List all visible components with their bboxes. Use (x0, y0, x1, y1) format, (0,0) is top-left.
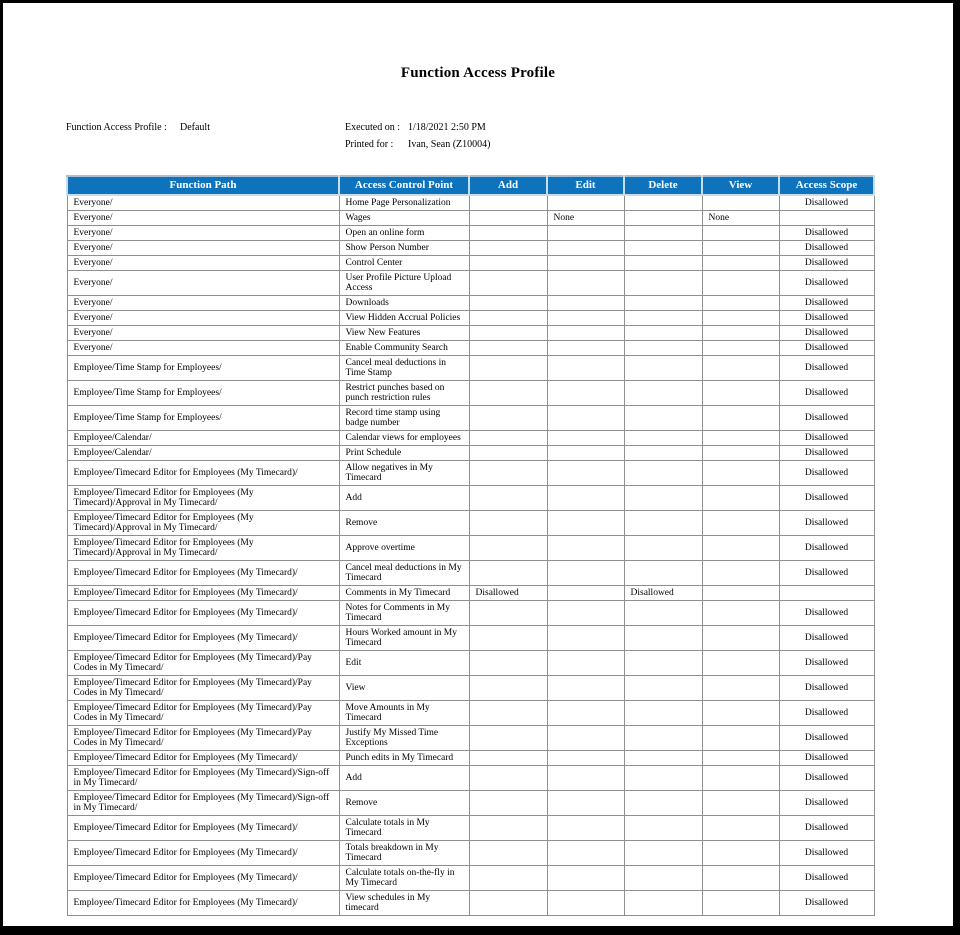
cell-delete (624, 326, 702, 341)
cell-path: Employee/Timecard Editor for Employees (My Timecard)/ (67, 561, 339, 586)
cell-add (469, 211, 547, 226)
table-row (67, 841, 874, 866)
cell-path: Everyone/ (67, 256, 339, 271)
cell-add (469, 256, 547, 271)
table-row (67, 726, 874, 751)
cell-edit (547, 841, 624, 866)
cell-edit (547, 791, 624, 816)
table-row (67, 446, 874, 461)
cell-add: Disallowed (469, 586, 547, 601)
cell-scope: Disallowed (779, 356, 874, 381)
table-row (67, 766, 874, 791)
cell-scope: Disallowed (779, 381, 874, 406)
cell-delete (624, 311, 702, 326)
cell-edit (547, 891, 624, 916)
cell-add (469, 816, 547, 841)
cell-add (469, 561, 547, 586)
table-body (67, 195, 874, 916)
col-header-access-scope: Access Scope (779, 176, 874, 195)
cell-add (469, 766, 547, 791)
cell-delete (624, 791, 702, 816)
cell-scope: Disallowed (779, 271, 874, 296)
cell-delete (624, 256, 702, 271)
cell-delete (624, 601, 702, 626)
table-row (67, 536, 874, 561)
cell-path: Employee/Timecard Editor for Employees (My Timecard)/Approval in My Timecard/ (67, 536, 339, 561)
cell-scope: Disallowed (779, 726, 874, 751)
table-row (67, 461, 874, 486)
cell-acp: Cancel meal deductions in My Timecard (339, 561, 469, 586)
cell-acp: Comments in My Timecard (339, 586, 469, 601)
cell-view (702, 676, 779, 701)
cell-delete (624, 211, 702, 226)
cell-acp: Record time stamp using badge number (339, 406, 469, 431)
cell-edit (547, 866, 624, 891)
cell-acp: Hours Worked amount in My Timecard (339, 626, 469, 651)
table-row (67, 701, 874, 726)
cell-delete (624, 816, 702, 841)
cell-scope: Disallowed (779, 891, 874, 916)
cell-scope: Disallowed (779, 561, 874, 586)
cell-path: Everyone/ (67, 296, 339, 311)
cell-add (469, 511, 547, 536)
cell-view (702, 511, 779, 536)
cell-delete (624, 486, 702, 511)
table-row (67, 486, 874, 511)
table-row (67, 341, 874, 356)
access-profile-table (66, 175, 875, 916)
cell-view (702, 891, 779, 916)
cell-delete (624, 511, 702, 536)
table-row (67, 271, 874, 296)
table-header-row (67, 176, 874, 195)
cell-scope: Disallowed (779, 461, 874, 486)
cell-delete (624, 446, 702, 461)
cell-acp: Remove (339, 791, 469, 816)
cell-view (702, 561, 779, 586)
cell-acp: Calculate totals on-the-fly in My Timecard (339, 866, 469, 891)
cell-edit (547, 676, 624, 701)
cell-delete (624, 226, 702, 241)
profile-value: Default (180, 122, 210, 133)
cell-view (702, 626, 779, 651)
cell-path: Employee/Timecard Editor for Employees (My Timecard)/Pay Codes in My Timecard/ (67, 701, 339, 726)
cell-path: Employee/Timecard Editor for Employees (My Timecard)/ (67, 891, 339, 916)
cell-add (469, 341, 547, 356)
cell-scope (779, 211, 874, 226)
cell-scope: Disallowed (779, 816, 874, 841)
cell-add (469, 866, 547, 891)
cell-path: Employee/Timecard Editor for Employees (My Timecard)/ (67, 461, 339, 486)
cell-acp: Remove (339, 511, 469, 536)
cell-edit (547, 486, 624, 511)
cell-path: Employee/Timecard Editor for Employees (My Timecard)/Sign-off in My Timecard/ (67, 766, 339, 791)
cell-path: Employee/Calendar/ (67, 446, 339, 461)
cell-add (469, 651, 547, 676)
cell-delete (624, 461, 702, 486)
cell-delete (624, 341, 702, 356)
cell-path: Everyone/ (67, 341, 339, 356)
cell-edit (547, 296, 624, 311)
cell-path: Employee/Timecard Editor for Employees (My Timecard)/ (67, 816, 339, 841)
cell-add (469, 296, 547, 311)
cell-view (702, 226, 779, 241)
cell-scope: Disallowed (779, 766, 874, 791)
cell-scope: Disallowed (779, 241, 874, 256)
cell-edit (547, 381, 624, 406)
cell-path: Everyone/ (67, 311, 339, 326)
cell-scope: Disallowed (779, 296, 874, 311)
cell-add (469, 841, 547, 866)
cell-delete (624, 841, 702, 866)
cell-edit (547, 816, 624, 841)
cell-add (469, 751, 547, 766)
cell-add (469, 891, 547, 916)
cell-view (702, 486, 779, 511)
cell-view (702, 766, 779, 791)
cell-scope: Disallowed (779, 311, 874, 326)
table-row (67, 891, 874, 916)
cell-add (469, 536, 547, 561)
table-row (67, 561, 874, 586)
cell-path: Everyone/ (67, 195, 339, 211)
table-row (67, 586, 874, 601)
cell-acp: Calculate totals in My Timecard (339, 816, 469, 841)
printed-for-value: Ivan, Sean (Z10004) (408, 139, 491, 150)
cell-edit (547, 341, 624, 356)
cell-scope: Disallowed (779, 256, 874, 271)
cell-delete (624, 866, 702, 891)
cell-path: Employee/Timecard Editor for Employees (My Timecard)/Approval in My Timecard/ (67, 511, 339, 536)
cell-view (702, 406, 779, 431)
table-row (67, 381, 874, 406)
cell-view (702, 326, 779, 341)
cell-delete (624, 766, 702, 791)
cell-acp: Allow negatives in My Timecard (339, 461, 469, 486)
cell-path: Everyone/ (67, 271, 339, 296)
cell-edit (547, 226, 624, 241)
col-header-delete: Delete (624, 176, 702, 195)
cell-path: Employee/Time Stamp for Employees/ (67, 406, 339, 431)
cell-scope: Disallowed (779, 326, 874, 341)
cell-path: Employee/Time Stamp for Employees/ (67, 381, 339, 406)
cell-add (469, 601, 547, 626)
cell-delete (624, 241, 702, 256)
table-row (67, 356, 874, 381)
cell-path: Employee/Timecard Editor for Employees (My Timecard)/Pay Codes in My Timecard/ (67, 676, 339, 701)
table-row (67, 226, 874, 241)
cell-add (469, 626, 547, 651)
table-row (67, 626, 874, 651)
cell-view: None (702, 211, 779, 226)
table-row (67, 751, 874, 766)
cell-edit (547, 256, 624, 271)
table-row (67, 296, 874, 311)
table-row (67, 816, 874, 841)
table-row (67, 195, 874, 211)
cell-acp: Justify My Missed Time Exceptions (339, 726, 469, 751)
cell-delete (624, 751, 702, 766)
cell-delete (624, 891, 702, 916)
cell-delete (624, 406, 702, 431)
cell-edit (547, 751, 624, 766)
cell-acp: Downloads (339, 296, 469, 311)
page-title: Function Access Profile (400, 65, 556, 81)
table-row (67, 311, 874, 326)
cell-acp: Open an online form (339, 226, 469, 241)
cell-view (702, 431, 779, 446)
cell-scope: Disallowed (779, 511, 874, 536)
cell-view (702, 866, 779, 891)
cell-edit (547, 766, 624, 791)
cell-view (702, 256, 779, 271)
cell-view (702, 446, 779, 461)
cell-scope: Disallowed (779, 601, 874, 626)
table-row (67, 211, 874, 226)
cell-scope: Disallowed (779, 841, 874, 866)
cell-acp: Move Amounts in My Timecard (339, 701, 469, 726)
cell-scope: Disallowed (779, 701, 874, 726)
cell-view (702, 816, 779, 841)
cell-path: Employee/Timecard Editor for Employees (My Timecard)/ (67, 866, 339, 891)
cell-scope (779, 586, 874, 601)
executed-on-label: Executed on : (345, 122, 400, 133)
cell-edit (547, 561, 624, 586)
cell-view (702, 536, 779, 561)
cell-scope: Disallowed (779, 341, 874, 356)
cell-view (702, 461, 779, 486)
cell-scope: Disallowed (779, 536, 874, 561)
cell-delete (624, 651, 702, 676)
cell-add (469, 486, 547, 511)
table-row (67, 511, 874, 536)
cell-add (469, 195, 547, 211)
cell-delete (624, 296, 702, 311)
cell-delete (624, 726, 702, 751)
cell-path: Employee/Timecard Editor for Employees (My Timecard)/ (67, 841, 339, 866)
cell-add (469, 381, 547, 406)
cell-add (469, 726, 547, 751)
cell-acp: Add (339, 766, 469, 791)
cell-path: Everyone/ (67, 211, 339, 226)
cell-path: Employee/Timecard Editor for Employees (My Timecard)/Approval in My Timecard/ (67, 486, 339, 511)
cell-view (702, 726, 779, 751)
cell-add (469, 446, 547, 461)
table-row (67, 326, 874, 341)
cell-acp: User Profile Picture Upload Access (339, 271, 469, 296)
cell-scope: Disallowed (779, 626, 874, 651)
table-row (67, 406, 874, 431)
cell-delete (624, 381, 702, 406)
cell-path: Everyone/ (67, 241, 339, 256)
cell-view (702, 271, 779, 296)
cell-acp: View Hidden Accrual Policies (339, 311, 469, 326)
cell-scope: Disallowed (779, 751, 874, 766)
cell-view (702, 701, 779, 726)
cell-view (702, 601, 779, 626)
cell-view (702, 841, 779, 866)
cell-edit (547, 326, 624, 341)
executed-on-value: 1/18/2021 2:50 PM (408, 122, 486, 133)
cell-edit (547, 651, 624, 676)
cell-acp: Cancel meal deductions in Time Stamp (339, 356, 469, 381)
cell-path: Employee/Time Stamp for Employees/ (67, 356, 339, 381)
cell-path: Employee/Timecard Editor for Employees (My Timecard)/ (67, 751, 339, 766)
cell-acp: Add (339, 486, 469, 511)
cell-edit (547, 626, 624, 651)
cell-acp: Totals breakdown in My Timecard (339, 841, 469, 866)
cell-acp: Punch edits in My Timecard (339, 751, 469, 766)
cell-edit (547, 726, 624, 751)
cell-acp: Control Center (339, 256, 469, 271)
cell-acp: Calendar views for employees (339, 431, 469, 446)
cell-edit (547, 356, 624, 381)
cell-path: Everyone/ (67, 326, 339, 341)
cell-view (702, 311, 779, 326)
cell-scope: Disallowed (779, 651, 874, 676)
cell-delete (624, 356, 702, 381)
cell-scope: Disallowed (779, 486, 874, 511)
cell-delete (624, 561, 702, 586)
cell-edit: None (547, 211, 624, 226)
cell-acp: Show Person Number (339, 241, 469, 256)
cell-scope: Disallowed (779, 676, 874, 701)
cell-scope: Disallowed (779, 446, 874, 461)
cell-view (702, 381, 779, 406)
table-row (67, 676, 874, 701)
cell-view (702, 341, 779, 356)
cell-view (702, 651, 779, 676)
cell-scope: Disallowed (779, 791, 874, 816)
cell-delete (624, 536, 702, 561)
cell-path: Employee/Timecard Editor for Employees (My Timecard)/Pay Codes in My Timecard/ (67, 651, 339, 676)
cell-view (702, 296, 779, 311)
cell-view (702, 195, 779, 211)
col-header-access-control-point: Access Control Point (339, 176, 469, 195)
cell-edit (547, 446, 624, 461)
cell-edit (547, 431, 624, 446)
cell-scope: Disallowed (779, 226, 874, 241)
cell-edit (547, 511, 624, 536)
cell-edit (547, 406, 624, 431)
cell-add (469, 431, 547, 446)
cell-path: Employee/Timecard Editor for Employees (My Timecard)/ (67, 586, 339, 601)
cell-edit (547, 195, 624, 211)
cell-acp: Print Schedule (339, 446, 469, 461)
cell-add (469, 311, 547, 326)
cell-acp: Edit (339, 651, 469, 676)
cell-path: Employee/Timecard Editor for Employees (My Timecard)/Sign-off in My Timecard/ (67, 791, 339, 816)
profile-label: Function Access Profile : (66, 122, 167, 133)
col-header-view: View (702, 176, 779, 195)
cell-edit (547, 701, 624, 726)
cell-acp: Approve overtime (339, 536, 469, 561)
cell-acp: View (339, 676, 469, 701)
cell-path: Employee/Calendar/ (67, 431, 339, 446)
cell-add (469, 326, 547, 341)
table-row (67, 431, 874, 446)
col-header-add: Add (469, 176, 547, 195)
cell-view (702, 241, 779, 256)
col-header-function-path: Function Path (67, 176, 339, 195)
cell-add (469, 271, 547, 296)
cell-path: Employee/Timecard Editor for Employees (My Timecard)/ (67, 626, 339, 651)
cell-acp: Enable Community Search (339, 341, 469, 356)
cell-edit (547, 601, 624, 626)
cell-delete (624, 676, 702, 701)
cell-edit (547, 271, 624, 296)
cell-add (469, 676, 547, 701)
cell-scope: Disallowed (779, 195, 874, 211)
cell-acp: Notes for Comments in My Timecard (339, 601, 469, 626)
cell-delete (624, 271, 702, 296)
cell-add (469, 356, 547, 381)
cell-acp: View New Features (339, 326, 469, 341)
table-row (67, 241, 874, 256)
table-row (67, 601, 874, 626)
cell-add (469, 241, 547, 256)
printed-for-label: Printed for : (345, 139, 394, 150)
cell-view (702, 751, 779, 766)
cell-scope: Disallowed (779, 866, 874, 891)
cell-acp: View schedules in My timecard (339, 891, 469, 916)
cell-acp: Wages (339, 211, 469, 226)
cell-edit (547, 461, 624, 486)
cell-add (469, 226, 547, 241)
cell-delete (624, 195, 702, 211)
cell-view (702, 356, 779, 381)
cell-acp: Restrict punches based on punch restriction rules (339, 381, 469, 406)
cell-scope: Disallowed (779, 431, 874, 446)
cell-acp: Home Page Personalization (339, 195, 469, 211)
cell-path: Employee/Timecard Editor for Employees (My Timecard)/Pay Codes in My Timecard/ (67, 726, 339, 751)
cell-delete (624, 701, 702, 726)
cell-add (469, 791, 547, 816)
cell-scope: Disallowed (779, 406, 874, 431)
cell-delete (624, 626, 702, 651)
cell-edit (547, 536, 624, 561)
cell-edit (547, 241, 624, 256)
cell-add (469, 461, 547, 486)
cell-edit (547, 586, 624, 601)
cell-view (702, 791, 779, 816)
cell-add (469, 701, 547, 726)
cell-path: Employee/Timecard Editor for Employees (My Timecard)/ (67, 601, 339, 626)
cell-delete: Disallowed (624, 586, 702, 601)
cell-path: Everyone/ (67, 226, 339, 241)
cell-view (702, 586, 779, 601)
table-row (67, 866, 874, 891)
report-page (3, 3, 953, 926)
table-row (67, 256, 874, 271)
cell-add (469, 406, 547, 431)
table-row (67, 791, 874, 816)
cell-edit (547, 311, 624, 326)
col-header-edit: Edit (547, 176, 624, 195)
table-header (67, 176, 874, 195)
table-row (67, 651, 874, 676)
cell-delete (624, 431, 702, 446)
